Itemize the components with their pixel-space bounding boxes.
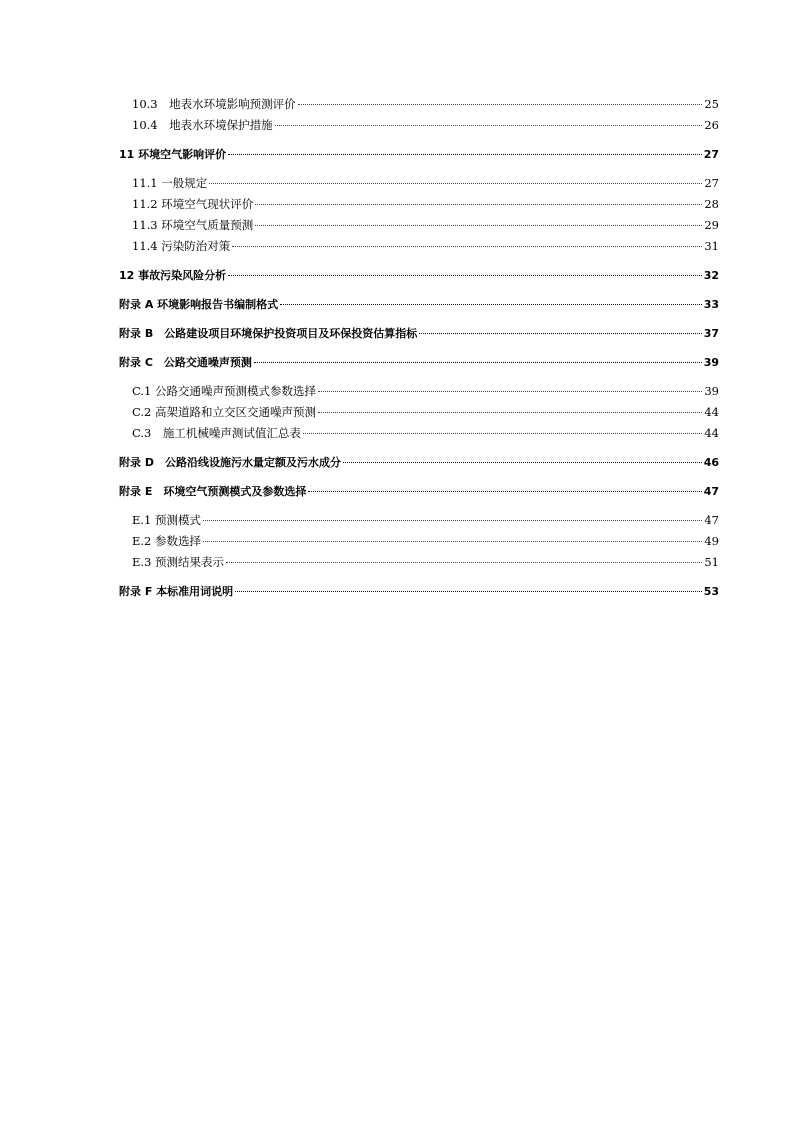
toc-entry-title: 11.1 一般规定 (132, 176, 208, 190)
toc-entry-page: 44 (704, 405, 719, 419)
toc-dot-leader (255, 204, 702, 205)
toc-entry-page: 27 (704, 176, 719, 190)
toc-chapter-entry[interactable] (119, 583, 719, 604)
toc-chapter-title: 附录 C 公路交通噪声预测 (119, 356, 252, 369)
toc-dot-leader (298, 104, 703, 105)
toc-dot-leader (254, 362, 702, 363)
toc-dot-leader (308, 491, 701, 492)
toc-dot-leader (209, 183, 702, 184)
toc-entry-page: 29 (704, 218, 719, 232)
toc-entry-title: 11.3 环境空气质量预测 (132, 218, 254, 232)
toc-dot-leader (232, 246, 702, 247)
toc-chapter-entry[interactable] (119, 325, 719, 346)
toc-dot-leader (228, 275, 702, 276)
toc-dot-leader (419, 333, 701, 334)
toc-chapter-page: 27 (703, 148, 719, 161)
toc-chapter-page: 37 (703, 327, 719, 340)
toc-chapter-title: 附录 D 公路沿线设施污水量定额及污水成分 (119, 456, 341, 469)
table-of-contents (119, 96, 719, 604)
toc-dot-leader (235, 591, 702, 592)
toc-entry[interactable] (119, 196, 719, 217)
toc-dot-leader (275, 125, 703, 126)
toc-chapter-title: 12 事故污染风险分析 (119, 269, 227, 282)
toc-chapter-page: 39 (703, 356, 719, 369)
toc-entry-title: C.3 施工机械噪声测试值汇总表 (132, 426, 301, 440)
toc-chapter-entry[interactable] (119, 296, 719, 317)
toc-entry[interactable] (119, 383, 719, 404)
toc-entry-title: E.1 预测模式 (132, 513, 202, 527)
toc-dot-leader (318, 412, 702, 413)
toc-entry-title: C.1 公路交通噪声预测模式参数选择 (132, 384, 317, 398)
toc-entry-title: E.2 参数选择 (132, 534, 202, 548)
toc-entry[interactable] (119, 554, 719, 575)
toc-entry-title: 11.2 环境空气现状评价 (132, 197, 254, 211)
toc-chapter-page: 46 (703, 456, 719, 469)
toc-entry-page: 44 (704, 426, 719, 440)
toc-chapter-entry[interactable] (119, 267, 719, 288)
toc-entry-page: 51 (704, 555, 719, 569)
toc-chapter-entry[interactable] (119, 454, 719, 475)
toc-dot-leader (318, 391, 702, 392)
toc-entry-title: C.2 高架道路和立交区交通噪声预测 (132, 405, 317, 419)
toc-chapter-page: 47 (703, 485, 719, 498)
toc-entry[interactable] (119, 404, 719, 425)
toc-chapter-title: 附录 F 本标准用词说明 (119, 585, 234, 598)
toc-dot-leader (228, 154, 702, 155)
toc-chapter-title: 附录 A 环境影响报告书编制格式 (119, 298, 279, 311)
toc-dot-leader (203, 541, 702, 542)
toc-chapter-title: 11 环境空气影响评价 (119, 148, 227, 161)
toc-chapter-entry[interactable] (119, 146, 719, 167)
toc-entry[interactable] (119, 238, 719, 259)
toc-dot-leader (203, 520, 702, 521)
toc-entry-title: 10.4 地表水环境保护措施 (132, 118, 273, 132)
toc-chapter-entry[interactable] (119, 483, 719, 504)
toc-entry[interactable] (119, 175, 719, 196)
toc-dot-leader (255, 225, 702, 226)
toc-entry[interactable] (119, 117, 719, 138)
toc-entry-page: 26 (704, 118, 719, 132)
toc-entry[interactable] (119, 217, 719, 238)
toc-entry-page: 49 (704, 534, 719, 548)
toc-entry-page: 31 (704, 239, 719, 253)
toc-chapter-page: 33 (703, 298, 719, 311)
toc-entry[interactable] (119, 512, 719, 533)
toc-entry[interactable] (119, 533, 719, 554)
toc-chapter-title: 附录 E 环境空气预测模式及参数选择 (119, 485, 307, 498)
toc-dot-leader (226, 562, 702, 563)
toc-entry-page: 47 (704, 513, 719, 527)
toc-entry[interactable] (119, 425, 719, 446)
toc-entry-page: 25 (704, 97, 719, 111)
toc-dot-leader (280, 304, 702, 305)
toc-entry[interactable] (119, 96, 719, 117)
toc-chapter-page: 32 (703, 269, 719, 282)
toc-entry-page: 28 (704, 197, 719, 211)
toc-chapter-entry[interactable] (119, 354, 719, 375)
toc-entry-page: 39 (704, 384, 719, 398)
toc-dot-leader (303, 433, 702, 434)
toc-chapter-title: 附录 B 公路建设项目环境保护投资项目及环保投资估算指标 (119, 327, 418, 340)
toc-entry-title: E.3 预测结果表示 (132, 555, 225, 569)
toc-entry-title: 10.3 地表水环境影响预测评价 (132, 97, 296, 111)
toc-entry-title: 11.4 污染防治对策 (132, 239, 231, 253)
toc-dot-leader (343, 462, 702, 463)
toc-chapter-page: 53 (703, 585, 719, 598)
